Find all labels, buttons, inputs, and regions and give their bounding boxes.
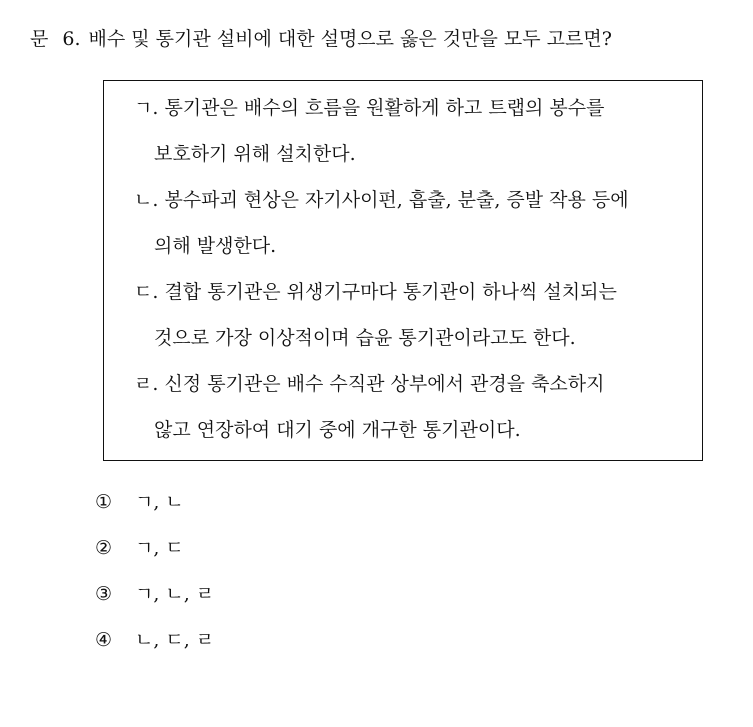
question-text: 배수 및 통기관 설비에 대한 설명으로 옳은 것만을 모두 고르면? (88, 28, 612, 50)
statement-a-continued: 보호하기 위해 설치한다. (154, 143, 356, 165)
statement-b (134, 185, 629, 215)
statement-marker: ㄱ. (134, 97, 159, 119)
choice-1[interactable] (95, 487, 184, 517)
question-number: 6. (62, 28, 81, 50)
choice-number: ② (95, 537, 113, 559)
choice-number: ③ (95, 583, 113, 605)
statement-d (134, 369, 604, 399)
statement-marker: ㄴ. (134, 189, 159, 211)
statement-d-continued: 않고 연장하여 대기 중에 개구한 통기관이다. (154, 419, 521, 441)
statement-a (134, 93, 604, 123)
question-stem (30, 22, 730, 56)
statement-text: 봉수파괴 현상은 자기사이펀, 흡출, 분출, 증발 작용 등에 (164, 189, 629, 211)
statement-b-continued: 의해 발생한다. (154, 235, 277, 257)
choice-4[interactable] (95, 625, 214, 655)
statement-marker: ㄷ. (134, 281, 159, 303)
statement-text: 결합 통기관은 위생기구마다 통기관이 하나씩 설치되는 (164, 281, 617, 303)
choice-number: ④ (95, 629, 113, 651)
statement-text: 통기관은 배수의 흐름을 원활하게 하고 트랩의 봉수를 (164, 97, 605, 119)
choice-label: ㄴ, ㄷ, ㄹ (135, 629, 215, 651)
statement-c-continued: 것으로 가장 이상적이며 습윤 통기관이라고도 한다. (154, 327, 576, 349)
choice-number: ① (95, 491, 113, 513)
choice-label: ㄱ, ㄴ, ㄹ (135, 583, 215, 605)
statement-marker: ㄹ. (134, 373, 159, 395)
choice-label: ㄱ, ㄴ (135, 491, 184, 513)
question-prefix: 문 (30, 28, 49, 50)
choice-3[interactable] (95, 579, 214, 609)
choice-2[interactable] (95, 533, 184, 563)
statement-c (134, 277, 617, 307)
statements-box (103, 80, 703, 461)
choice-label: ㄱ, ㄷ (135, 537, 184, 559)
statement-text: 신정 통기관은 배수 수직관 상부에서 관경을 축소하지 (164, 373, 605, 395)
